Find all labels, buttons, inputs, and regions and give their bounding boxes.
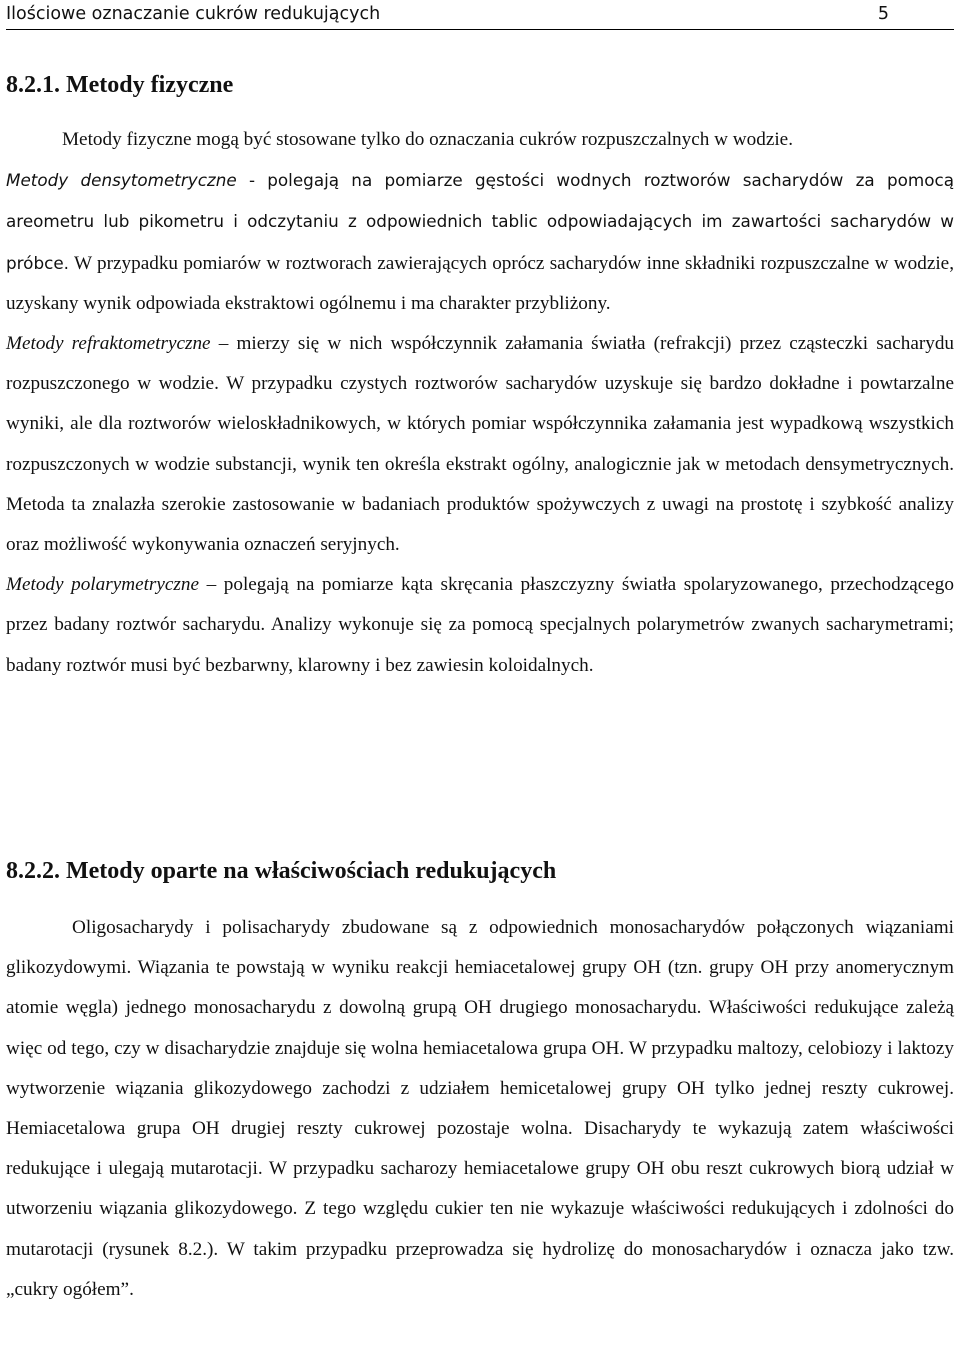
refractometric-term: Metody refraktometryczne	[6, 333, 211, 355]
section-body-8-2-1	[6, 120, 954, 686]
densitometric-term: Metody densytometryczne	[6, 170, 237, 191]
polarimetric-term: Metody polarymetryczne	[6, 574, 199, 596]
section-body-8-2-2	[6, 908, 954, 1310]
refractometric-text: – mierzy się w nich współczynnik załamania światła (refrakcji) przez cząsteczki sacharydu rozpuszczonego w wodzie.	[6, 333, 955, 395]
running-header	[6, 0, 954, 30]
densitometric-paragraph	[6, 160, 954, 324]
section-heading-8-2-2: 8.2.2. Metody oparte na właściwościach redukujących	[6, 858, 557, 884]
header-title: Ilościowe oznaczanie cukrów redukujących	[6, 4, 381, 24]
polarimetric-paragraph	[6, 565, 954, 686]
refractometric-paragraph	[6, 324, 954, 565]
refractometric-text-cont: W przypadku czystych roztworów sacharydów uzyskuje się bardzo dokładne i powtarzalne wyniki, ale dla roztworów wieloskładnikowych, w których pomiar współczynnika załamania jest wypadkową wszystkich rozpuszczonych w wodzie substancji, wynik ten określa ekstrakt ogólny, analogicznie jak w metodach densymetrycznych. Metoda ta znalazła szerokie zastosowanie w badaniach produktów spożywczych z uwagi na prostotę i szybkość analizy oraz możliwość wykonywania oznaczeń seryjnych.	[6, 373, 954, 556]
reducing-paragraph: Oligosacharydy i polisacharydy zbudowane są z odpowiednich monosacharydów połączonych wiązaniami glikozydowymi. Wiązania te powstają w wyniku reakcji hemiacetalowej grupy OH (tzn. grupy OH przy anomerycznym atomie węgla) jednego monosacharydu z dowolną grupą OH drugiego monosacharydu. Właściwości redukujące zależą więc od tego, czy w disacharydzie znajduje się wolna hemiacetalowa grupa OH. W przypadku maltozy, celobiozy i laktozy wytworzenie wiązania glikozydowego zachodzi z udziałem hemicetalowej grupy OH tylko jednej reszty cukrowej. Hemiacetalowa grupa OH drugiej reszty cukrowej pozostaje wolna. Disacharydy te wykazują zatem właściwości redukujące i ulegają mutarotacji. W przypadku sacharozy hemiacetalowe grupy OH obu reszt cukrowych biorą udział w utworzeniu wiązania glikozydowego. Z tego względu cukier ten nie wykazuje właściwości redukujących i zdolności do mutarotacji (rysunek 8.2.). W takim przypadku przeprowadza się hydrolizę do monosacharydów i oznacza jako tzw. „cukry ogółem”.	[6, 917, 954, 1300]
densitometric-text-cont: W przypadku pomiarów w roztworach zawierających oprócz sacharydów inne składniki rozpuszczalne w wodzie, uzyskany wynik odpowiada ekstraktowi ogólnemu i ma charakter przybliżony.	[6, 252, 954, 314]
section-heading-8-2-1: 8.2.1. Metody fizyczne	[6, 72, 234, 98]
polarimetric-text: – polegają na pomiarze kąta skręcania płaszczyzny światła spolaryzowanego, przechodzącego przez badany roztwór sacharydu. Analizy wykonuje się za pomocą specjalnych polarymetrów zwanych sacharymetrami; badany roztwór musi być bezbarwny, klarowny i bez zawiesin koloidalnych.	[6, 574, 954, 676]
intro-paragraph: Metody fizyczne mogą być stosowane tylko do oznaczania cukrów rozpuszczalnych w wodzie.	[62, 129, 793, 150]
densitometric-text: - polegają na pomiarze gęstości wodnych roztworów sacharydów za pomocą areometru lub pikometru i odczytaniu z odpowiednich tablic odpowiadających im zawartości sacharydów w próbce.	[6, 170, 954, 273]
page-number: 5	[877, 4, 889, 24]
